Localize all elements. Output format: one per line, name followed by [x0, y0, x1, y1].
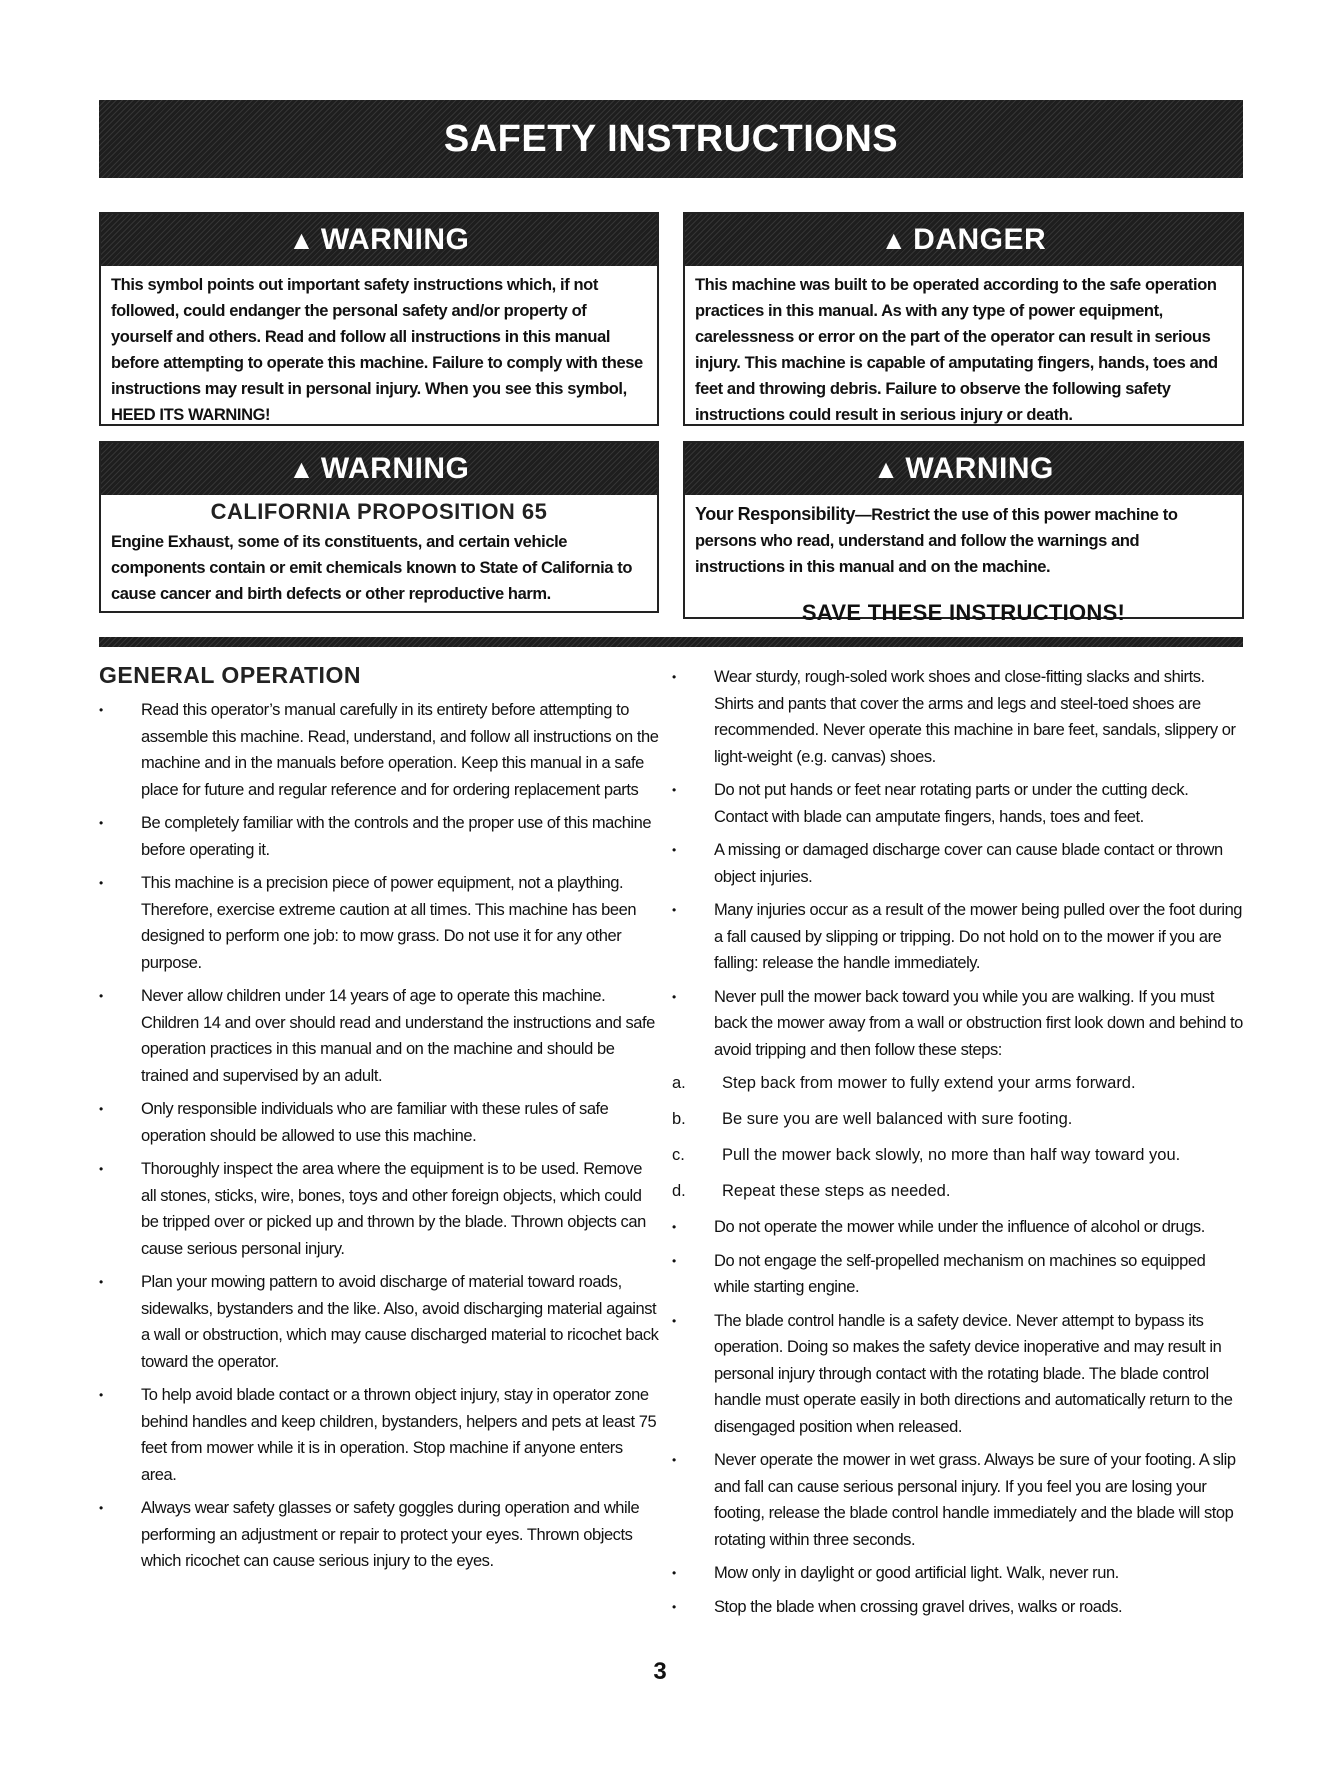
bullet-icon: • — [99, 1162, 103, 1176]
list-item — [99, 870, 659, 976]
warning-heading: WARNING — [905, 452, 1054, 485]
right-bullet-list-a — [672, 664, 1244, 1063]
list-item-text: Stop the blade when crossing gravel drives, walks or roads. — [714, 1597, 1123, 1616]
list-item — [672, 777, 1244, 830]
left-bullet-list — [99, 697, 659, 1575]
warning-header — [101, 443, 657, 495]
list-item-text: Many injuries occur as a result of the mower being pulled over the foot during a fall caused by slipping or tripping. Do not hold on to the mower if you are falling: release the handle immediately. — [714, 901, 1243, 972]
list-item-text: Thoroughly inspect the area where the equipment is to be used. Remove all stones, sticks, wire, bones, toys and other foreign objects, which could be tripped over or picked up and thrown by the blade. Thrown objects can cause serious personal injury. — [141, 1160, 646, 1258]
list-item-text: Plan your mowing pattern to avoid discharge of material toward roads, sidewalks, bystanders and the like. Also, avoid discharging material against a wall or obstruction, which may cause discharged material to ricochet back toward the operator. — [141, 1273, 659, 1371]
warning-box-responsibility — [683, 441, 1244, 625]
warning-text: This symbol points out important safety instructions which, if not followed, could endanger the personal safety and/or property of yourself and others. Read and follow all instructions in this manual before attempting to operate this machine. Failure to comply with these instructions may result in personal injury. When you see this symbol, HEED ITS WARNING! — [111, 276, 643, 424]
list-item-text: Read this operator’s manual carefully in its entirety before attempting to assemble this machine. Read, understand, and follow all instructions on the machine and in the manuals before operation. Keep this manual in a safe place for future and regular reference and for ordering replacement parts — [141, 701, 659, 799]
bullet-icon: • — [99, 989, 103, 1003]
bullet-icon: • — [99, 816, 103, 830]
list-item-text: Do not put hands or feet near rotating parts or under the cutting deck. Contact with blade can amputate fingers, hands, toes and feet. — [714, 781, 1189, 826]
list-item — [672, 837, 1244, 890]
bullet-icon: • — [99, 1501, 103, 1515]
list-item — [99, 1096, 659, 1149]
step-text: Step back from mower to fully extend your arms forward. — [722, 1074, 1136, 1092]
responsibility-lead: Your Responsibility — [695, 504, 856, 524]
page-number: 3 — [653, 1658, 667, 1685]
list-item — [672, 1248, 1244, 1301]
list-item — [672, 984, 1244, 1064]
banner-title: SAFETY INSTRUCTIONS — [443, 117, 899, 160]
warning-triangle-icon: ▲ — [288, 224, 315, 255]
list-item — [99, 1269, 659, 1375]
bullet-icon: • — [672, 1220, 676, 1234]
responsibility-body: —Restrict the use of this power machine to persons who read, understand and follow the warnings and instructions in this manual and on the machine. — [695, 506, 1178, 576]
list-item-text: Never allow children under 14 years of age to operate this machine. Children 14 and over should read and understand the instructions and safe operation practices in this manual and on the machine and should be trained and supervised by an adult. — [141, 987, 655, 1085]
bullet-icon: • — [672, 1566, 676, 1580]
general-operation-right-column — [672, 664, 1244, 1627]
warning-box-prop65 — [99, 441, 659, 613]
bullet-icon: • — [672, 783, 676, 797]
warning-triangle-icon: ▲ — [873, 453, 900, 484]
list-item — [672, 664, 1244, 770]
list-item-text: Never pull the mower back toward you while you are walking. If you must back the mower away from a wall or obstruction first look down and behind to avoid tripping and then follow these steps: — [714, 987, 1243, 1059]
list-item-text: The blade control handle is a safety device. Never attempt to bypass its operation. Doing so makes the safety device inoperative and may result in personal injury through contact with the rotating blade. The blade control handle must operate easily in both directions and automatically return to the disengaged position when released. — [714, 1311, 1233, 1436]
list-item-text: Always wear safety glasses or safety goggles during operation and while performing an adjustment or repair to protect your eyes. Thrown objects which ricochet can cause serious injury to the eyes. — [141, 1499, 640, 1570]
responsibility-text — [685, 495, 1242, 588]
bullet-icon: • — [672, 1599, 676, 1614]
step-letter: d. — [672, 1182, 686, 1200]
step-letter: a. — [672, 1074, 686, 1092]
list-item-text: Be completely familiar with the controls and the proper use of this machine before operating it. — [141, 814, 652, 859]
general-operation-title: GENERAL OPERATION — [99, 662, 361, 688]
list-item — [672, 1560, 1244, 1587]
list-item — [672, 1214, 1244, 1241]
bullet-icon: • — [672, 670, 676, 684]
list-item-text: To help avoid blade contact or a thrown object injury, stay in operator zone behind handles and keep children, bystanders, helpers and pets at least 75 feet from mower while it is in operation. Stop machine if anyone enters area. — [141, 1386, 657, 1484]
warning-heading: WARNING — [320, 223, 470, 256]
danger-box — [683, 212, 1244, 426]
list-item — [99, 1495, 659, 1575]
list-item-text: This machine is a precision piece of power equipment, not a plaything. Therefore, exercise extreme caution at all times. This machine has been designed to perform one job: to mow grass. Do not use it for any other purpose. — [141, 874, 637, 972]
list-item-text: Wear sturdy, rough-soled work shoes and close-fitting slacks and shirts. Shirts and pants that cover the arms and legs and steel-toed shoes are recommended. Never operate this machine in bare feet, sandals, slippery or light-weight (e.g. canvas) shoes. — [714, 668, 1236, 766]
bullet-icon: • — [99, 703, 103, 717]
danger-heading: DANGER — [913, 223, 1047, 256]
bullet-icon: • — [99, 1275, 103, 1289]
list-item — [99, 1156, 659, 1262]
bullet-icon: • — [99, 1102, 103, 1116]
warning-box-symbol — [99, 212, 659, 426]
danger-text: This machine was built to be operated according to the safe operation practices in this manual. As with any type of power equipment, carelessness or error on the part of the operator can result in serious injury. This machine is capable of amputating fingers, hands, toes and feet and throwing debris. Failure to observe the following safety instructions could result in serious injury or death. — [695, 276, 1218, 424]
bullet-icon: • — [99, 876, 103, 890]
step-item — [672, 1178, 1244, 1204]
bullet-icon: • — [99, 1388, 103, 1402]
list-item — [672, 1594, 1244, 1621]
bullet-icon: • — [672, 989, 676, 1004]
bullet-icon: • — [672, 843, 676, 857]
warning-header — [685, 443, 1242, 495]
section-divider — [99, 637, 1243, 647]
prop65-subheading: CALIFORNIA PROPOSITION 65 — [210, 499, 548, 524]
list-item-text: Only responsible individuals who are familiar with these rules of safe operation should be allowed to use this machine. — [141, 1100, 609, 1145]
save-instructions: SAVE THESE INSTRUCTIONS! — [801, 600, 1126, 625]
right-bullet-list-b — [672, 1214, 1244, 1620]
list-item — [99, 1382, 659, 1488]
list-item — [99, 983, 659, 1089]
step-item — [672, 1106, 1244, 1132]
step-text: Repeat these steps as needed. — [722, 1182, 951, 1200]
bullet-icon: • — [672, 903, 676, 917]
step-item — [672, 1070, 1244, 1096]
back-up-steps-list — [672, 1070, 1244, 1204]
warning-triangle-icon: ▲ — [288, 453, 315, 484]
warning-header — [101, 214, 657, 266]
warning-triangle-icon: ▲ — [880, 224, 908, 255]
bullet-icon: • — [672, 1453, 676, 1467]
list-item — [672, 1308, 1244, 1441]
step-text: Pull the mower back slowly, no more than half way toward you. — [722, 1146, 1181, 1164]
safety-instructions-banner — [99, 100, 1243, 178]
step-letter: c. — [672, 1146, 685, 1164]
list-item-text: A missing or damaged discharge cover can cause blade contact or thrown object injuries. — [714, 841, 1223, 886]
step-item — [672, 1142, 1244, 1168]
list-item — [672, 1447, 1244, 1553]
list-item — [99, 697, 659, 803]
list-item-text: Mow only in daylight or good artificial light. Walk, never run. — [714, 1564, 1119, 1582]
step-text: Be sure you are well balanced with sure footing. — [722, 1110, 1073, 1128]
bullet-icon: • — [672, 1253, 676, 1268]
bullet-icon: • — [672, 1313, 676, 1328]
danger-header — [685, 214, 1242, 266]
list-item — [99, 810, 659, 863]
general-operation-left-column — [99, 662, 659, 1582]
list-item-text: Do not engage the self-propelled mechanism on machines so equipped while starting engine. — [714, 1251, 1206, 1296]
list-item — [672, 897, 1244, 977]
step-letter: b. — [672, 1110, 686, 1128]
list-item-text: Never operate the mower in wet grass. Always be sure of your footing. A slip and fall can cause serious personal injury. If you feel you are losing your footing, release the blade control handle immediately and the blade will stop rotating within three seconds. — [714, 1451, 1236, 1549]
list-item-text: Do not operate the mower while under the influence of alcohol or drugs. — [714, 1218, 1205, 1236]
prop65-text: Engine Exhaust, some of its constituents, and certain vehicle components contain or emit chemicals known to State of California to cause cancer and birth defects or other reproductive harm. — [111, 533, 633, 603]
warning-heading: WARNING — [320, 452, 470, 485]
